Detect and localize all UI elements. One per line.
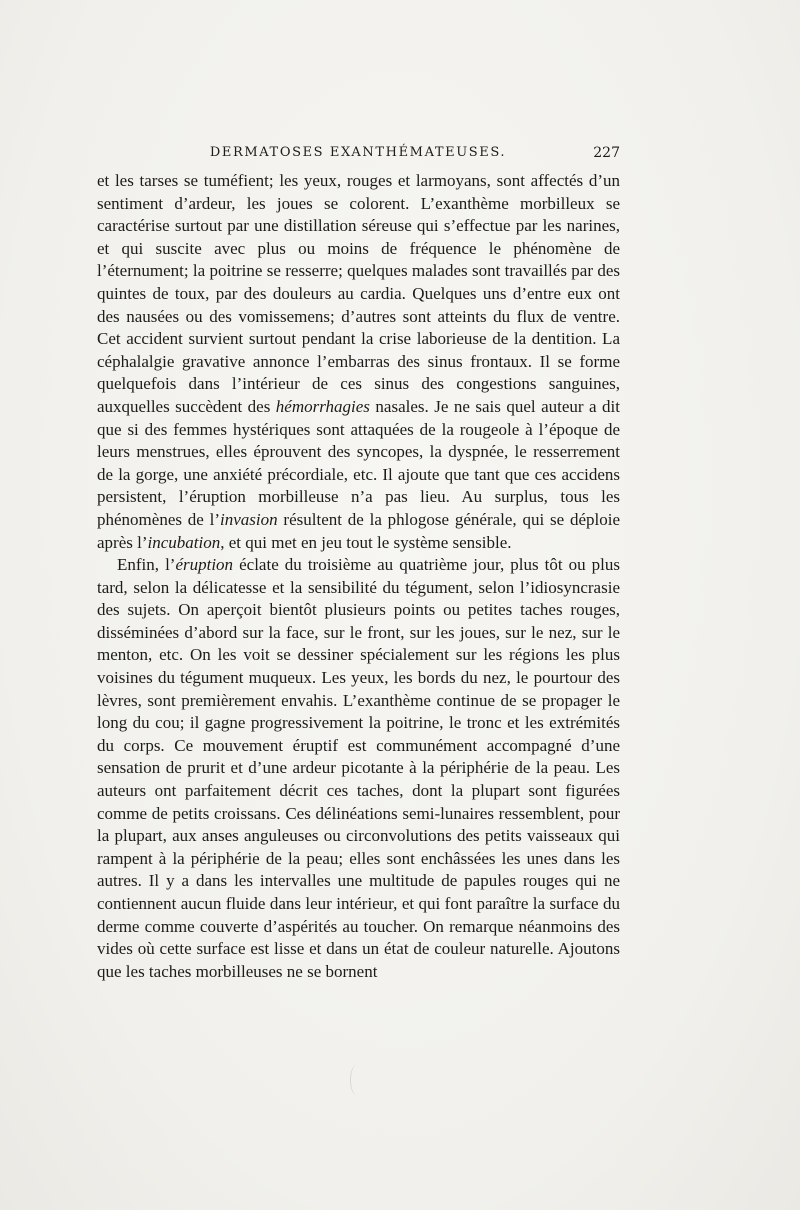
italic-term: éruption bbox=[175, 555, 234, 575]
text-run: , et qui met en jeu tout le système sensible. bbox=[220, 532, 512, 552]
running-head bbox=[96, 145, 620, 165]
text-run: résultent de la phlogose générale, qui se déploie après l’ bbox=[97, 509, 620, 552]
text-run: Enfin, l’ bbox=[117, 555, 176, 575]
italic-term: invasion bbox=[220, 509, 278, 529]
paper-crease-mark bbox=[350, 1065, 363, 1095]
body-text bbox=[97, 170, 620, 983]
text-run: nasales. Je ne sais quel auteur a dit que si des femmes hystériques sont attaquées de la rougeole à l’époque de leurs menstrues, elles éprouvent des syncopes, la dyspnée, le resserrement de la gorge, une anxiété précordiale, etc. Il ajoute que tant que ces accidens persistent, l’éruption morbilleuse n’a pas lieu. Au surplus, tous les phénomènes de l’ bbox=[97, 396, 620, 529]
italic-term: hémorrhagies bbox=[275, 396, 370, 416]
text-run: éclate du troisième au quatrième jour, plus tôt ou plus tard, selon la délicatesse et la sensibilité du tégument, selon l’idiosyncrasie des sujets. On aperçoit bientôt plusieurs points ou petites taches rouges, disséminées d’abord sur la face, sur le front, sur les joues, sur le nez, sur le menton, etc. On les voit se dessiner spécialement sur les régions les plus voisines du tégument muqueux. Les yeux, les bords du nez, le pourtour des lèvres, sont premièrement envahis. L’exanthème continue de se propager le long du cou; il gagne progressivement la poitrine, le tronc et les extrémités du corps. Ce mouvement éruptif est communément accompagné d’une sensation de prurit et d’une ardeur picotante à la périphérie de la peau. Les auteurs ont parfaitement décrit ces taches, dont la plupart sont figurées comme de petits croissans. Ces délinéations semi-lunaires ressemblent, pour la plupart, aux anses anguleuses ou circonvolutions des petits vaisseaux qui rampent à la périphérie de la peau; elles sont enchâssées les unes dans les autres. Il y a dans les intervalles une multitude de papules rouges qui ne contiennent aucun fluide dans leur intérieur, et qui font paraître la surface du derme comme couverte d’aspérités au toucher. On remarque néanmoins des vides où cette surface est lisse et dans un état de couleur naturelle. Ajoutons que les taches morbilleuses ne se bornent bbox=[97, 555, 620, 981]
page-number: 227 bbox=[593, 145, 620, 161]
paragraph-2 bbox=[97, 554, 620, 983]
paragraph-1 bbox=[97, 170, 620, 554]
running-title: DERMATOSES EXANTHÉMATEUSES. bbox=[209, 145, 507, 160]
italic-term: incubation bbox=[147, 532, 221, 552]
text-run: et les tarses se tuméfient; les yeux, rouges et larmoyans, sont affectés d’un sentiment d’ardeur, les joues se colorent. L’exanthème morbilleux se caractérise surtout par une distillation séreuse qui s’effectue par les narines, et qui suscite avec plus ou moins de fréquence le phénomène de l’éternument; la poitrine se resserre; quelques malades sont travaillés par des quintes de toux, par des douleurs au cardia. Quelques uns d’entre eux ont des nausées ou des vomissemens; d’autres sont atteints du flux de ventre. Cet accident survient surtout pendant la crise laborieuse de la dentition. La céphalalgie gravative annonce l’embarras des sinus frontaux. Il se forme quelquefois dans l’intérieur de ces sinus des congestions sanguines, auxquelles succèdent des bbox=[97, 171, 620, 416]
